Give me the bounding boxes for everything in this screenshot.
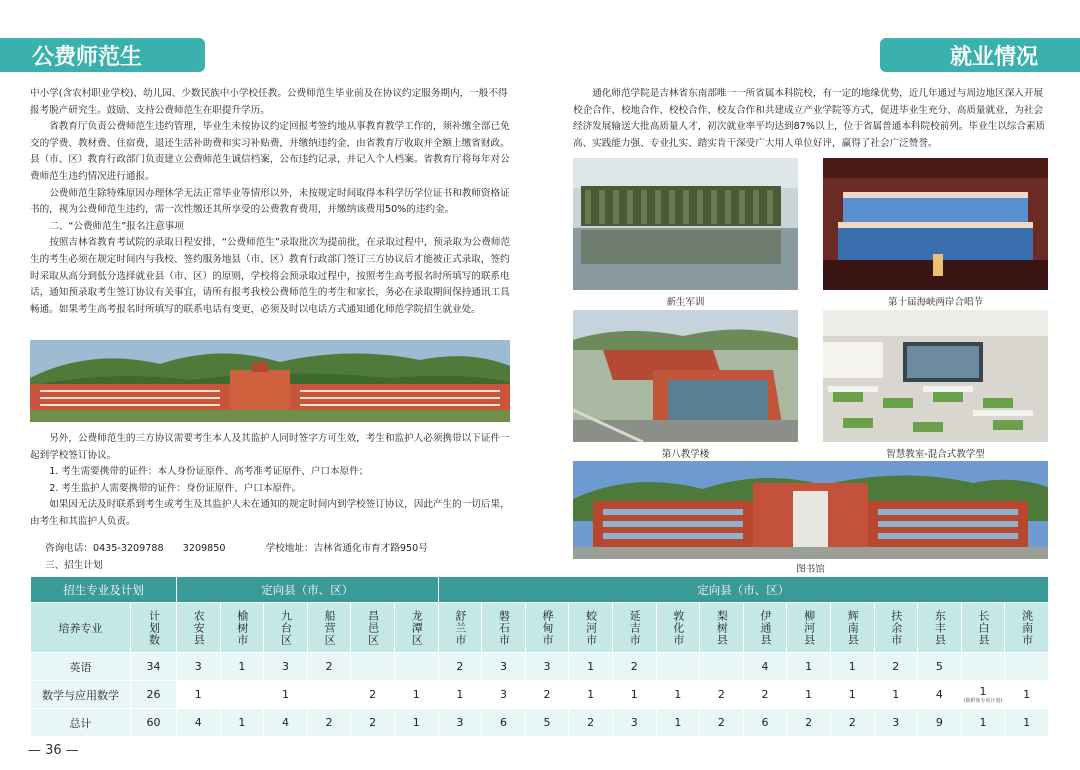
table-header-county-1: 定向县（市、区）: [177, 577, 439, 603]
caption-library: 图书馆: [796, 564, 825, 575]
page-number: — 36 —: [28, 743, 79, 758]
county-header-cell: 敦化市: [656, 603, 700, 653]
quota-cell: 9: [918, 709, 962, 737]
quota-cell: 3: [874, 709, 918, 737]
library-photo: [573, 461, 1048, 559]
left-top-paragraph: 按照吉林省教育考试院的录取日程安排，“公费师范生”录取批次为提前批，在录取过程中，预录取为公费师范生的考生必须在规定时间内与我校、签约服务地县（市、区）教育行政部门签订三方协议后才能被正式录取，签约时采取从高分到低分选择就业县（市、区）的原则，学校将会预录取过程中，按照考生高考报名时所填写的联系电话，通知预录取考生签订协议有关事宜，请所有报考我校公费师范生的考生和家长，务必在录取期间保持通讯工具畅通。如果考生高考报名时所填写的联系电话有变更，必须及时以电话方式通知通化师范学院招生就业处。: [30, 237, 511, 315]
county-header-cell: 龙潭区: [394, 603, 438, 653]
left-text-top: [30, 86, 512, 318]
left-top-paragraph: 二、“公费师范生”报名注意事项: [49, 220, 184, 232]
quota-cell: 3: [525, 653, 569, 681]
quota-cell: 3: [482, 681, 526, 709]
employment-paragraph: 通化师范学院是吉林省东南部唯一一所省属本科院校，有一定的地缘优势，近几年通过与周边地区深入开展校企合作、校地合作、校校合作、校友合作和共建成立产业学院等方式，促进毕业生充分、高质量就业，为社会经济发展输送大批高质量人才，初次就业率平均达到87%以上，位于省属普通本科院校前列。毕业生以综合素质高、实践能力强、专业扎实、踏实肯干深受广大用人单位好评，赢得了社会广泛赞誉。: [573, 88, 1046, 149]
quota-cell: 2: [874, 653, 918, 681]
quota-cell: 2: [525, 681, 569, 709]
quota-cell: 4: [918, 681, 962, 709]
right-text: [573, 86, 1051, 152]
quota-cell: 1: [220, 653, 264, 681]
quota-cell: 3: [438, 709, 482, 737]
quota-cell: [961, 681, 1005, 709]
caption-military: 新生军训: [666, 297, 705, 308]
quota-cell: 1: [177, 681, 221, 709]
contact-address: 学校地址：吉林省通化市育才路950号: [265, 543, 428, 554]
table-row: [31, 653, 1049, 681]
quota-cell: 2: [612, 653, 656, 681]
quota-cell: 2: [307, 709, 351, 737]
quota-value: 1: [979, 685, 987, 698]
choir-photo: [823, 158, 1048, 290]
quota-cell: 4: [177, 709, 221, 737]
caption-choir: 第十届海峡两岸合唱节: [887, 297, 983, 308]
caption-classroom: 智慧教室-混合式教学型: [886, 449, 985, 460]
table-header-county-2: 定向县（市、区）: [438, 577, 1048, 603]
county-header-cell: 扶余市: [874, 603, 918, 653]
quota-cell: 1: [1005, 681, 1049, 709]
left-top-paragraph: 公费师范生除特殊原因办理休学无法正常毕业等情形以外，未按规定时间取得本科学历学位证书和教师资格证书的，视为公费师范生违约，需一次性缴还其所享受的公费教育费用，并缴纳该费用50%的违约金。: [30, 187, 510, 216]
county-header-cell: 辉南县: [830, 603, 874, 653]
county-header-cell: 东丰县: [918, 603, 962, 653]
quota-cell: 3: [482, 653, 526, 681]
quota-cell: 1: [569, 681, 613, 709]
left-top-paragraph: 中小学(含农村职业学校)、幼儿园、少数民族中小学校任教。公费师范生毕业前及在协议约定服务期内，一般不得报考脱产研究生。鼓励、支持公费师范生在职提升学历。: [30, 88, 508, 116]
major-cell: 英语: [31, 653, 131, 681]
left-bottom-paragraph: 1. 考生需要携带的证件：本人身份证原件、高考准考证原件、户口本原件；: [49, 466, 369, 478]
left-bottom-paragraph: 2. 考生监护人需要携带的证件：身份证原件、户口本原件。: [49, 482, 302, 494]
left-bottom-paragraph: 如果因无法及时联系到考生或考生及其监护人未在通知的规定时间内到学校签订协议，因此产生的一切后果，由考生和其监护人负责。: [30, 499, 510, 527]
county-header-cell: 船营区: [307, 603, 351, 653]
county-header-cell: 榆树市: [220, 603, 264, 653]
right-section-banner: 就业情况: [880, 38, 1080, 72]
quota-cell: 1: [830, 653, 874, 681]
quota-cell: 4: [264, 709, 308, 737]
county-header-cell: 农安县: [177, 603, 221, 653]
quota-cell: [1005, 653, 1049, 681]
quota-cell: 1: [394, 709, 438, 737]
quota-cell: [394, 653, 438, 681]
county-header-cell: 舒兰市: [438, 603, 482, 653]
quota-cell: 6: [743, 709, 787, 737]
quota-cell: 2: [569, 709, 613, 737]
county-header-cell: 长白县: [961, 603, 1005, 653]
smart-classroom-photo: [823, 310, 1048, 442]
plan-count-cell: 60: [131, 709, 177, 737]
col-plan-header: 计划数: [131, 603, 177, 653]
table-row: [31, 681, 1049, 709]
quota-cell: 3: [612, 709, 656, 737]
quota-cell: [220, 681, 264, 709]
quota-cell: 1: [569, 653, 613, 681]
quota-cell: 3: [177, 653, 221, 681]
quota-cell: 1: [961, 709, 1005, 737]
county-header-cell: 柳河县: [787, 603, 831, 653]
quota-cell: 2: [351, 709, 395, 737]
county-header-cell: 蛟河市: [569, 603, 613, 653]
quota-cell: 2: [700, 709, 744, 737]
quota-cell: 1: [1005, 709, 1049, 737]
contact-line: [45, 541, 485, 558]
county-header-row: [31, 603, 1049, 653]
quota-cell: [700, 653, 744, 681]
col-major-header: 培养专业: [31, 603, 131, 653]
building8-photo: [573, 310, 798, 442]
quota-note: (朝鲜族专项计划): [963, 698, 1003, 704]
quota-cell: 1: [394, 681, 438, 709]
table-header-row: [31, 577, 1049, 603]
quota-cell: [656, 653, 700, 681]
county-header-cell: 梨树县: [700, 603, 744, 653]
table-header-left: 招生专业及计划: [31, 577, 177, 603]
quota-cell: 1: [787, 653, 831, 681]
quota-cell: 4: [743, 653, 787, 681]
county-header-cell: 磐石市: [482, 603, 526, 653]
quota-cell: 2: [787, 709, 831, 737]
quota-cell: 2: [700, 681, 744, 709]
caption-building8: 第八教学楼: [661, 449, 710, 460]
quota-cell: 1: [264, 681, 308, 709]
left-bottom-paragraph: 另外，公费师范生的三方协议需要考生本人及其监护人同时签字方可生效，考生和监护人必须携带以下证件一起到学校签订协议。: [30, 433, 510, 461]
quota-cell: [961, 653, 1005, 681]
quota-cell: 5: [525, 709, 569, 737]
plan-title: 三、招生计划: [45, 560, 103, 571]
campus-panorama-photo: [30, 340, 510, 422]
quota-cell: 3: [264, 653, 308, 681]
enrollment-plan-table: [30, 576, 1049, 737]
county-header-cell: 昌邑区: [351, 603, 395, 653]
county-header-cell: 延吉市: [612, 603, 656, 653]
left-section-banner: 公费师范生: [0, 38, 205, 72]
quota-cell: 2: [307, 653, 351, 681]
left-top-paragraph: 省教育厅负责公费师范生违约管理，毕业生未按协议约定回报考签约地从事教育教学工作的，须补缴全部已免交的学费、教材费、住宿费，退还生活补助费和实习补贴费，并缴纳违约金，由省教育厅收取并全额上缴省财政。县（市、区）教育行政部门负责建立公费师范生诚信档案，公布违约记录，并记入个人档案。省教育厅将每年对公费师范生违约情况进行通报。: [30, 121, 510, 182]
major-cell: 总计: [31, 709, 131, 737]
quota-cell: 1: [220, 709, 264, 737]
military-training-photo: [573, 158, 798, 290]
quota-cell: 1: [656, 709, 700, 737]
quota-cell: 2: [351, 681, 395, 709]
quota-cell: 2: [438, 653, 482, 681]
county-header-cell: 桦甸市: [525, 603, 569, 653]
quota-cell: 2: [830, 709, 874, 737]
county-header-cell: 九台区: [264, 603, 308, 653]
quota-cell: 1: [612, 681, 656, 709]
quota-cell: 1: [874, 681, 918, 709]
table-row: [31, 709, 1049, 737]
county-header-cell: 洮南市: [1005, 603, 1049, 653]
quota-cell: 5: [918, 653, 962, 681]
left-text-bottom: [30, 431, 512, 531]
quota-cell: 2: [743, 681, 787, 709]
major-cell: 数学与应用数学: [31, 681, 131, 709]
plan-count-cell: 26: [131, 681, 177, 709]
contact-phone: 咨询电话：0435-3209788 3209850: [45, 543, 226, 554]
quota-cell: 6: [482, 709, 526, 737]
quota-cell: 1: [830, 681, 874, 709]
plan-count-cell: 34: [131, 653, 177, 681]
quota-cell: 1: [656, 681, 700, 709]
quota-cell: 1: [787, 681, 831, 709]
county-header-cell: 伊通县: [743, 603, 787, 653]
quota-cell: [307, 681, 351, 709]
quota-cell: 1: [438, 681, 482, 709]
quota-cell: [351, 653, 395, 681]
